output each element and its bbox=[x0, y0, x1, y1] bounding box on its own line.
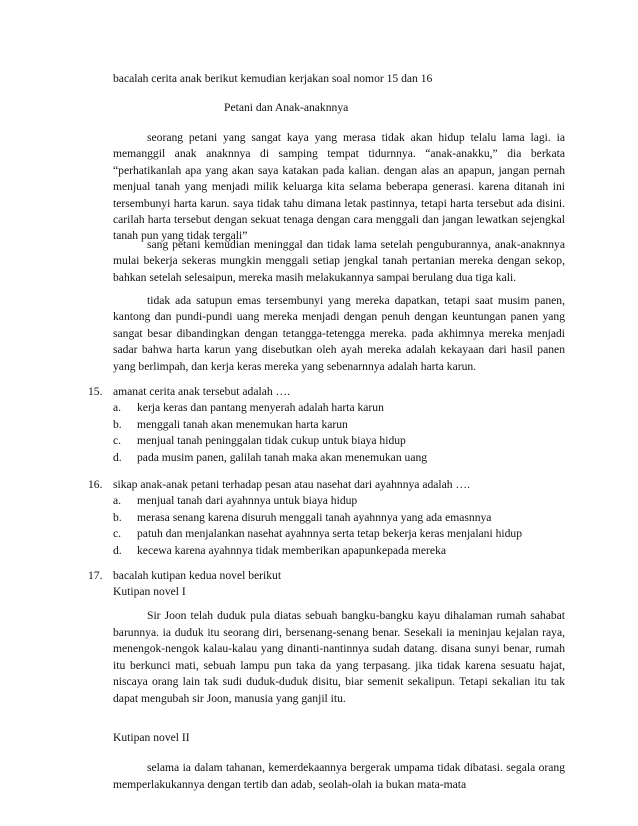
story-title: Petani dan Anak-anaknnya bbox=[224, 101, 349, 114]
story-paragraph-3: tidak ada satupun emas tersembunyi yang mereka dapatkan, tetapi saat musim panen, kantong dan pundi-pundi uang mereka menjadi dengan penuh dengan keuntungan panen yang sangat besar dibandingkan dengan tetangga-tetengga mereka. pada akhimnya mereka menjadi sadar bahwa harta karun yang disebutkan oleh ayah mereka adalah kekayaan dari hasil panen yang berlimpah, dan kerja keras mereka yang sebenarnnya adalah harta karun. bbox=[113, 294, 565, 373]
option-15a: a. kerja keras dan pantang menyerah adalah harta karun bbox=[113, 401, 384, 415]
question-15 bbox=[113, 384, 565, 466]
story-paragraph-2: sang petani kemudian meninggal dan tidak lama setelah penguburannya, anak-anaknnya mulai bekerja sekeras mungkin menggali setiap jengkal tanah pertanian mereka dengan sekop, bahkan setelah selesaipun, mereka masih melakukannya sampai berulang dua tiga kali. bbox=[113, 238, 565, 284]
option-16c: c. patuh dan menjalankan nasehat ayahnnya serta tetap bekerja keras menjalani hidup bbox=[113, 527, 523, 541]
option-15c: c. menjual tanah peninggalan tidak cukup untuk biaya hidup bbox=[113, 434, 406, 448]
novel-1-heading: Kutipan novel I bbox=[113, 585, 186, 599]
question-number: 16. bbox=[88, 478, 103, 491]
option-15d: d. pada musim panen, galilah tanah maka akan menemukan uang bbox=[113, 450, 428, 464]
question-text: bacalah kutipan kedua novel berikut bbox=[113, 569, 282, 582]
novel-2-paragraph: selama ia dalam tahanan, kemerdekaannya bergerak umpama tidak dibatasi. segala orang memperlakukannya dengan tertib dan adab, seolah-olah ia bukan mata-mata bbox=[113, 761, 565, 791]
question-16 bbox=[113, 477, 565, 559]
option-16d: d. kecewa karena ayahnnya tidak memberikan apapunkepada mereka bbox=[113, 543, 447, 557]
novel-1-paragraph: Sir Joon telah duduk pula diatas sebuah bangku-bangku kayu dihalaman rumah sahabat barunnya. ia duduk itu seorang diri, bersenang-senang benar. Sesekali ia meninjau kejalan raya, menengok-nengok kalau-kalau yang dinanti-nantinnya sudah datang. disana sunyi benar, rumah itu berkunci mati, sebuah lampu pun taka da yang terpasang. jika tidak karena sesuatu hajat, niscaya orang lain tak sudi duduk-duduk disitu, biar semenit sekalipun. Tetapi sekalian itu tak dapat mengubah sir Joon, manusia yang ganjil itu. bbox=[113, 609, 565, 705]
story-paragraph-1: seorang petani yang sangat kaya yang merasa tidak akan hidup telalu lama lagi. ia memanggil anak anaknnya di samping tempat tidurnnya. “anak-anakku,” dia berkata “perhatikanlah apa yang akan saya katakan pada kalian. dengan alas an apapun, jangan pernah menjual tanah yang menjadi milik keluarga kita selama beberapa generasi. karena ditanah ini tersembunyi harta karun. saya tidak tahu dimana letak pastinnya, tetapi harta tersebut ada disini. carilah harta tersebut dengan sekuat tenaga dengan cara menggali dan jangan lewatkan sejengkal tanah pun yang tidak tergali” bbox=[113, 131, 565, 243]
question-text: sikap anak-anak petani terhadap pesan atau nasehat dari ayahnnya adalah …. bbox=[113, 478, 470, 491]
option-15b: b. menggali tanah akan menemukan harta karun bbox=[113, 417, 348, 431]
novel-2-heading: Kutipan novel II bbox=[113, 731, 190, 744]
option-16b: b. merasa senang karena disuruh menggali tanah ayahnnya yang ada emasnnya bbox=[113, 510, 492, 524]
question-text: amanat cerita anak tersebut adalah …. bbox=[113, 385, 291, 398]
question-number: 17. bbox=[88, 569, 103, 582]
question-number: 15. bbox=[88, 385, 103, 398]
option-16a: a. menjual tanah dari ayahnnya untuk biaya hidup bbox=[113, 494, 358, 508]
question-17 bbox=[113, 568, 565, 601]
instruction-text: bacalah cerita anak berikut kemudian kerjakan soal nomor 15 dan 16 bbox=[113, 72, 433, 85]
